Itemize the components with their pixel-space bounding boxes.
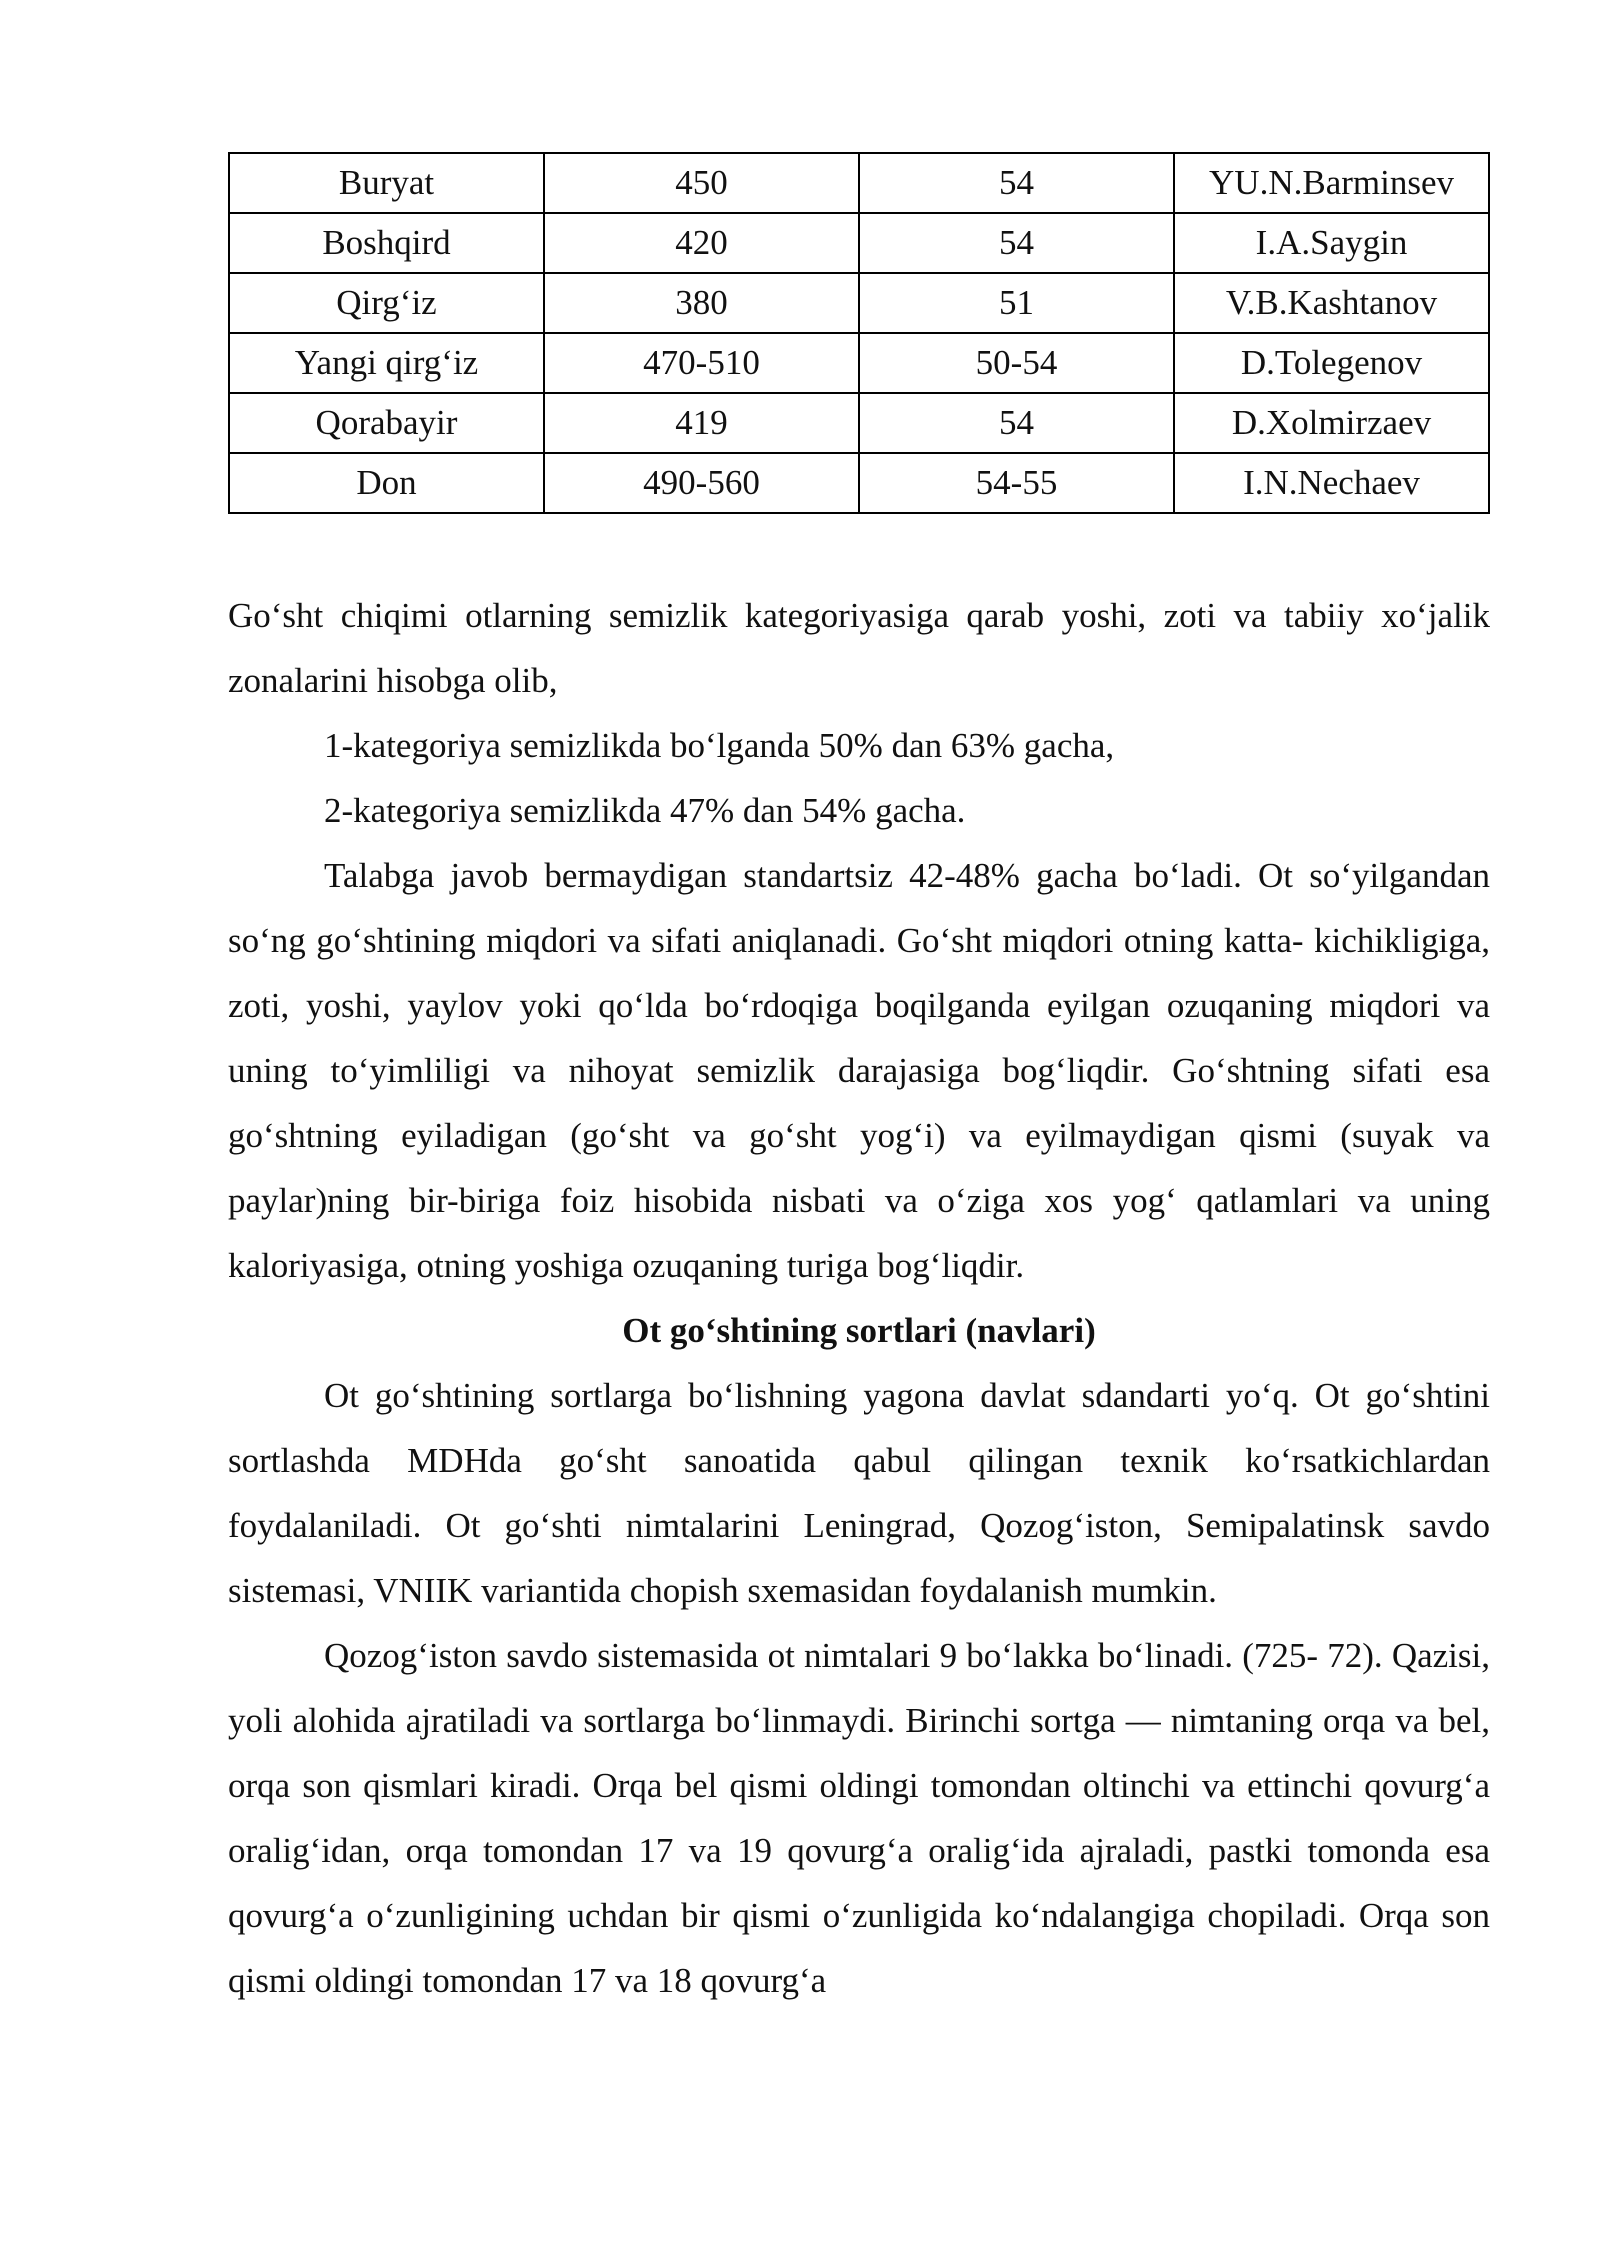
- table-row: [229, 213, 1489, 273]
- table-row: [229, 393, 1489, 453]
- table-cell: Don: [229, 453, 544, 513]
- table-cell: I.N.Nechaev: [1174, 453, 1489, 513]
- table-cell: 51: [859, 273, 1174, 333]
- table-cell: V.B.Kashtanov: [1174, 273, 1489, 333]
- table-cell: Yangi qirg‘iz: [229, 333, 544, 393]
- table-cell: 450: [544, 153, 859, 213]
- table-cell: 54: [859, 393, 1174, 453]
- table-cell: I.A.Saygin: [1174, 213, 1489, 273]
- table-cell: Qorabayir: [229, 393, 544, 453]
- table-cell: 380: [544, 273, 859, 333]
- paragraph-meat-yield-intro: Go‘sht chiqimi otlarning semizlik kategoriyasiga qarab yoshi, zoti va tabiiy xo‘jalik zonalarini hisobga olib,: [228, 596, 1490, 700]
- breed-data-table: [228, 152, 1490, 514]
- table-row: [229, 453, 1489, 513]
- paragraph-sorting-standard: Ot go‘shtining sortlarga bo‘lishning yagona davlat sdandarti yo‘q. Ot go‘shtini sortlashda MDHda go‘sht sanoatida qabul qilingan texnik ko‘rsatkichlardan foydalaniladi. Ot go‘shti nimtalarini Leningrad, Qozog‘iston, Semipalatinsk savdo sistemasi, VNIIK variantida chopish sxemasidan foydalanish mumkin.: [228, 1376, 1490, 1610]
- table-cell: 419: [544, 393, 859, 453]
- table-cell: D.Xolmirzaev: [1174, 393, 1489, 453]
- paragraph-category-1: 1-kategoriya semizlikda bo‘lganda 50% dan 63% gacha,: [324, 726, 1115, 765]
- table-cell: Buryat: [229, 153, 544, 213]
- table-body: [229, 153, 1489, 513]
- table-row: [229, 153, 1489, 213]
- table-cell: 54: [859, 153, 1174, 213]
- table-cell: 470-510: [544, 333, 859, 393]
- table-cell: D.Tolegenov: [1174, 333, 1489, 393]
- paragraph-nonstandard: Talabga javob bermaydigan standartsiz 42-48% gacha bo‘ladi. Ot so‘yilgandan so‘ng go‘shtining miqdori va sifati aniqlanadi. Go‘sht miqdori otning katta- kichikligiga, zoti, yoshi, yaylov yoki qo‘lda bo‘rdoqiga boqilganda eyilgan ozuqaning miqdori va uning to‘yimliligi va nihoyat semizlik darajasiga bog‘liqdir. Go‘shtning sifati esa go‘shtning eyiladigan (go‘sht va go‘sht yog‘i) va eyilmaydigan qismi (suyak va paylar)ning bir-biriga foiz hisobida nisbati va o‘ziga xos yog‘ qatlamlari va uning kaloriyasiga, otning yoshiga ozuqaning turiga bog‘liqdir.: [228, 856, 1490, 1285]
- body-text: [228, 583, 1490, 2013]
- table-cell: Boshqird: [229, 213, 544, 273]
- table-cell: YU.N.Barminsev: [1174, 153, 1489, 213]
- paragraph-kazakhstan-system: Qozog‘iston savdo sistemasida ot nimtalari 9 bo‘lakka bo‘linadi. (725- 72). Qazisi, yoli alohida ajratiladi va sortlarga bo‘linmaydi. Birinchi sortga — nimtaning orqa va bel, orqa son qismlari kiradi. Orqa bel qismi oldingi tomondan oltinchi va ettinchi qovurg‘a oralig‘idan, orqa tomondan 17 va 19 qovurg‘a oralig‘ida ajraladi, pastki tomonda esa qovurg‘a o‘zunligining uchdan bir qismi o‘zunligida ko‘ndalangiga chopiladi. Orqa son qismi oldingi tomondan 17 va 18 qovurg‘a: [228, 1636, 1490, 2000]
- table-cell: 420: [544, 213, 859, 273]
- table-row: [229, 333, 1489, 393]
- table-cell: 50-54: [859, 333, 1174, 393]
- paragraph-category-2: 2-kategoriya semizlikda 47% dan 54% gacha.: [324, 791, 966, 830]
- table-cell: 490-560: [544, 453, 859, 513]
- section-heading: Ot go‘shtining sortlari (navlari): [622, 1311, 1096, 1350]
- table-cell: 54-55: [859, 453, 1174, 513]
- table-row: [229, 273, 1489, 333]
- table-cell: 54: [859, 213, 1174, 273]
- table-cell: Qirg‘iz: [229, 273, 544, 333]
